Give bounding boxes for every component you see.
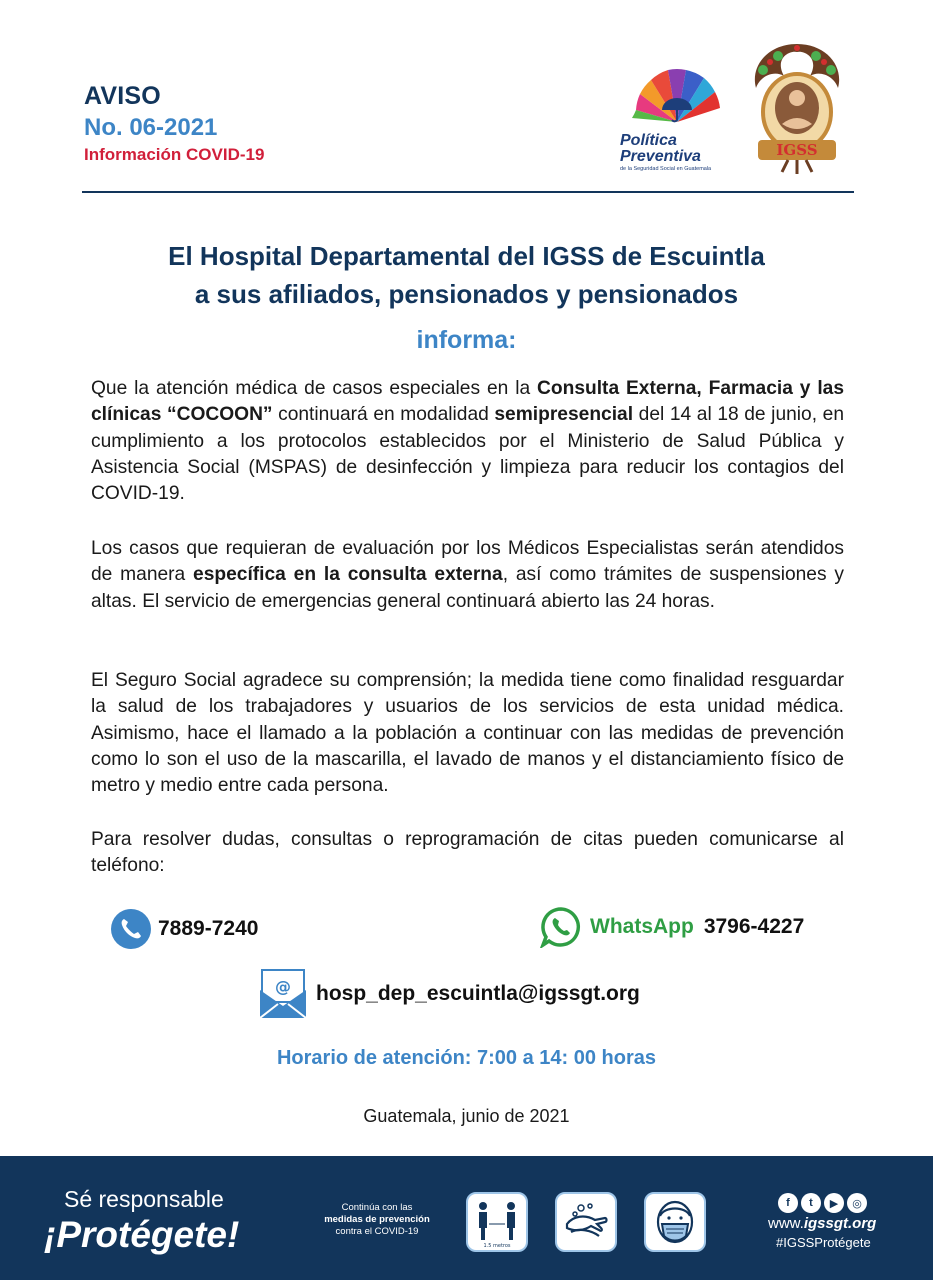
page-subtitle: informa: (416, 326, 517, 354)
header (0, 0, 933, 200)
instagram-icon[interactable]: ◎ (847, 1193, 867, 1213)
footer-banner (0, 1156, 933, 1280)
footer-prevention-text: Continúa con las medidas de prevención contra el COVID-19 (324, 1202, 430, 1237)
header-divider (82, 191, 854, 193)
politica-preventiva-text: Política Preventiva de la Seguridad Social en Guatemala (620, 132, 712, 172)
paragraph-1: Que la atención médica de casos especiales en la Consulta Externa, Farmacia y las clínicas “COCOON” continuará en modalidad semipresencial del 14 al 18 de junio, en cumplimiento a los protocolos establecidos por el Ministerio de Salud Pública y Asistencia Social (MSPAS) de desinfección y limpieza para reducir los contagios del COVID-19. (91, 378, 845, 505)
paragraph-3: El Seguro Social agradece su comprensión; la medida tiene como finalidad resguardar la salud de los trabajadores y usuarios de los servicios de esta unidad médica. Asimismo, hace el llamado a la población a continuar con las medidas de prevención como lo son el uso de la mascarilla, el lavado de manos y el distanciamiento físico de metro y medio entre cada persona. (91, 670, 844, 797)
aviso-label: AVISO (84, 82, 161, 110)
facebook-icon[interactable]: f (778, 1193, 798, 1213)
youtube-icon[interactable]: ▶ (824, 1193, 844, 1213)
phone-contact[interactable] (110, 908, 258, 950)
phone-icon (110, 908, 152, 950)
email-address[interactable]: hosp_dep_escuintla@igssgt.org (316, 982, 640, 1005)
face-mask-icon (646, 1194, 704, 1250)
igss-logo (738, 36, 856, 176)
email-contact[interactable] (258, 968, 640, 1020)
page-title: El Hospital Departamental del IGSS de Escuintla a sus afiliados, pensionados y pensionados (168, 241, 765, 309)
whatsapp-contact[interactable] (540, 906, 804, 948)
date-location: Guatemala, junio de 2021 (363, 1106, 570, 1126)
mask-tile (644, 1192, 706, 1252)
email-icon (258, 968, 308, 1020)
twitter-icon[interactable]: t (801, 1193, 821, 1213)
aviso-info: Información COVID-19 (84, 145, 265, 164)
handwash-tile (555, 1192, 617, 1252)
svg-text:1.5 metros: 1.5 metros (483, 1243, 511, 1249)
whatsapp-number[interactable]: 3796-4227 (703, 915, 805, 938)
footer-protegete: ¡Protégete! (44, 1214, 240, 1255)
paragraph-2: Los casos que requieran de evaluación por los Médicos Especialistas serán atendidos de manera específica en la consulta externa, así como trámites de suspensiones y altas. El servicio de emergencias general continuará abierto las 24 horas. (91, 538, 844, 612)
paragraph-4: Para resolver dudas, consultas o reprogramación de citas pueden comunicarse al teléfono: (91, 829, 844, 877)
phone-number[interactable]: 7889-7240 (158, 917, 259, 940)
social-distance-icon (468, 1194, 526, 1250)
svg-text:IGSS: IGSS (776, 141, 818, 159)
svg-text:@: @ (275, 977, 291, 996)
aviso-number: No. 06-2021 (84, 114, 218, 141)
handwash-icon (557, 1194, 615, 1250)
distance-tile (466, 1192, 528, 1252)
footer-se-responsable: Sé responsable (64, 1186, 224, 1212)
whatsapp-icon (540, 906, 582, 948)
website-link[interactable]: www.igssgt.org (768, 1215, 877, 1232)
social-icons (778, 1193, 867, 1213)
whatsapp-label: WhatsApp (590, 915, 694, 938)
office-hours: Horario de atención: 7:00 a 14: 00 horas (276, 1047, 657, 1069)
hashtag: #IGSSProtégete (776, 1235, 871, 1250)
